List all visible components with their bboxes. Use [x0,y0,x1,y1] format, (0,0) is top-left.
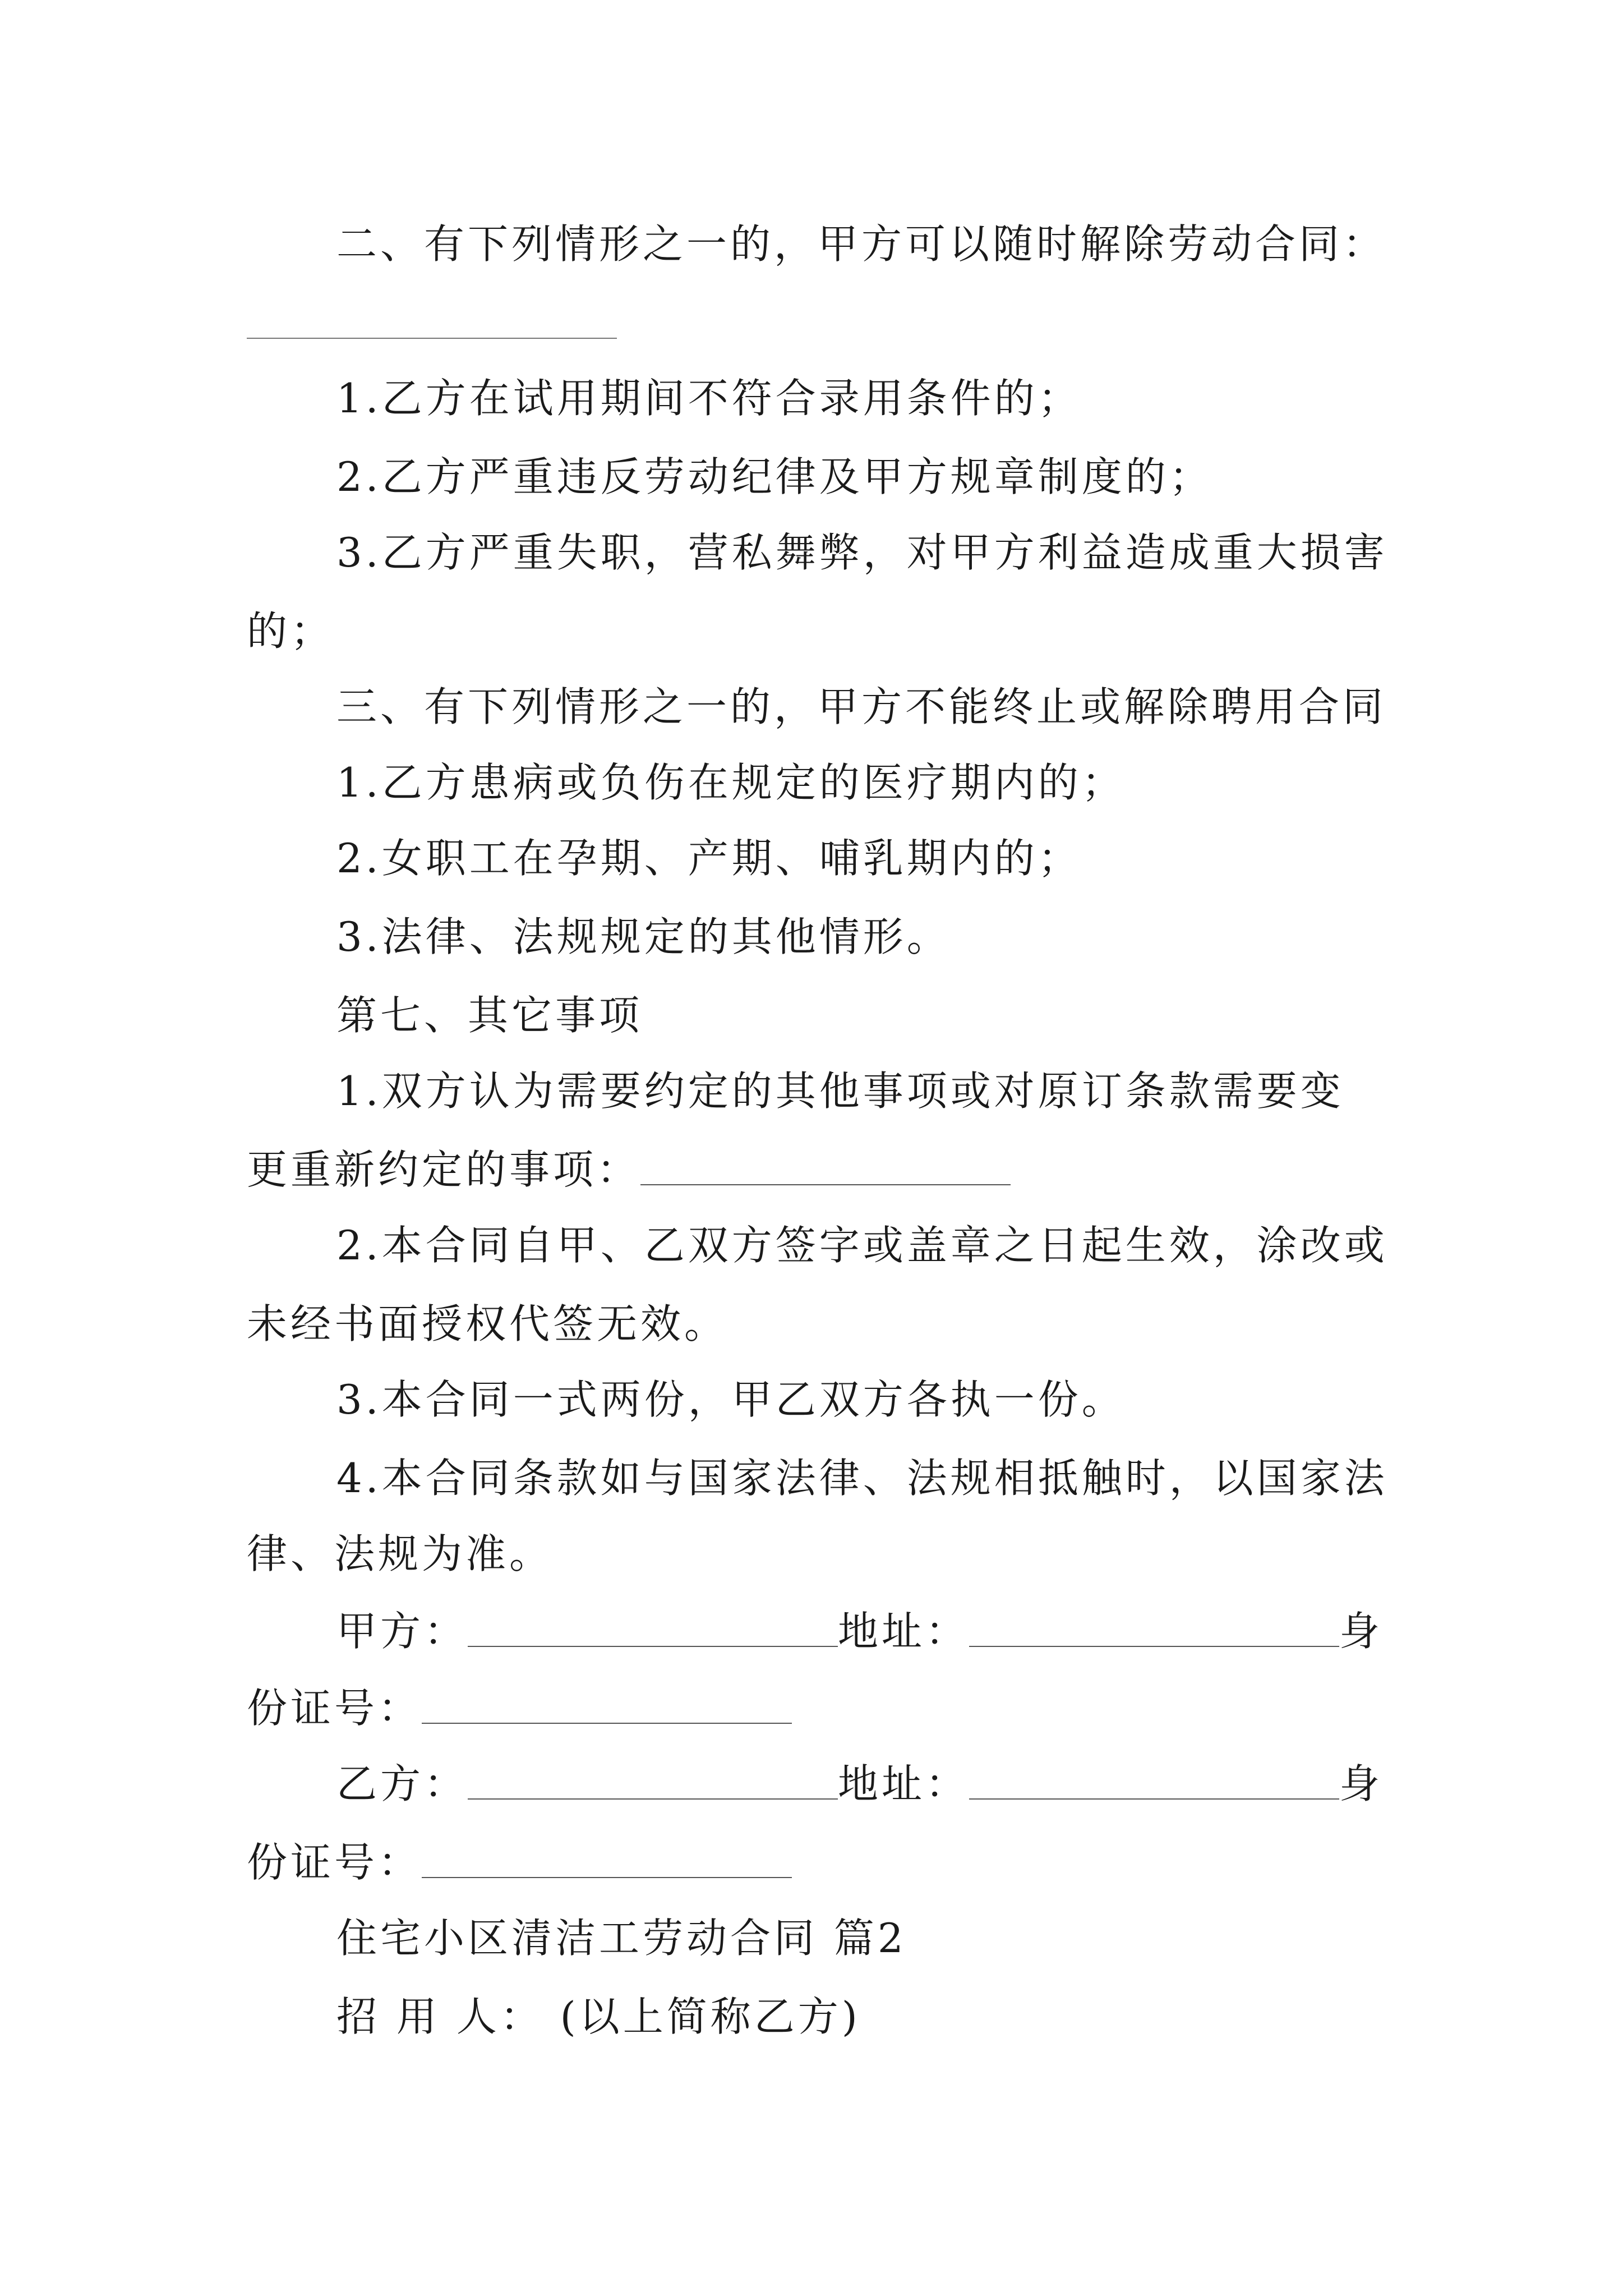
party-b-line [336,1756,1383,1812]
section-7-item-2-cont: 未经书面授权代签无效。 [247,1300,728,1347]
party-b-address-label: 地址： [838,1760,970,1807]
party-a-address-field[interactable] [969,1603,1339,1647]
party-a-id-label-start: 身 [1339,1608,1384,1655]
party-b-id-field[interactable] [422,1834,792,1878]
party-b-id-label: 份证号： [247,1839,422,1886]
section-7-item-4: 4.本合同条款如与国家法律、法规相抵触时，以国家法 [336,1455,1388,1502]
clause-3-heading: 三、有下列情形之一的，甲方不能终止或解除聘用合同 [336,683,1387,730]
section-7-heading: 第七、其它事项 [336,992,643,1039]
clause-3-item-1: 1.乙方患病或负伤在规定的医疗期内的； [336,759,1126,806]
clause-2-item-3: 3.乙方严重失职，营私舞弊，对甲方利益造成重大损害 [336,529,1388,576]
party-a-line [336,1603,1383,1659]
separator-line [247,338,617,339]
clause-3-item-3: 3.法律、法规规定的其他情形。 [336,913,951,960]
clause-2-item-3-cont: 的； [247,608,335,655]
party-a-label: 甲方： [336,1608,468,1655]
party-b-id-label-start: 身 [1339,1760,1384,1807]
section-7-item-4-cont: 律、法规为准。 [247,1530,554,1577]
blank-field-other-matters[interactable] [640,1142,1011,1185]
party-b-name-field[interactable] [468,1756,838,1800]
party-a-id-line [247,1680,792,1736]
party-b-id-line [247,1834,792,1890]
party-b-label: 乙方： [336,1760,468,1807]
clause-2-heading: 二、有下列情形之一的，甲方可以随时解除劳动合同： [336,220,1387,268]
party-a-id-field[interactable] [422,1680,792,1724]
party-b-address-field[interactable] [969,1756,1339,1800]
contract-2-title: 住宅小区清洁工劳动合同 篇2 [336,1915,907,1962]
party-a-address-label: 地址： [838,1608,970,1655]
clause-2-item-2: 2.乙方严重违反劳动纪律及甲方规章制度的； [336,453,1213,500]
party-a-id-label: 份证号： [247,1685,422,1732]
section-7-item-3: 3.本合同一式两份，甲乙双方各执一份。 [336,1376,1126,1423]
employer-line: 招 用 人： (以上简称乙方) [336,1993,861,2040]
section-7-item-2: 2.本合同自甲、乙双方签字或盖章之日起生效，涂改或 [336,1222,1388,1269]
party-a-name-field[interactable] [468,1603,838,1647]
section-7-item-1-cont [247,1142,1011,1198]
section-7-item-1: 1.双方认为需要约定的其他事项或对原订条款需要变 [336,1068,1344,1115]
clause-2-item-1: 1.乙方在试用期间不符合录用条件的； [336,375,1082,422]
item-1-cont-text: 更重新约定的事项： [247,1146,641,1193]
clause-3-item-2: 2.女职工在孕期、产期、哺乳期内的； [336,835,1082,882]
